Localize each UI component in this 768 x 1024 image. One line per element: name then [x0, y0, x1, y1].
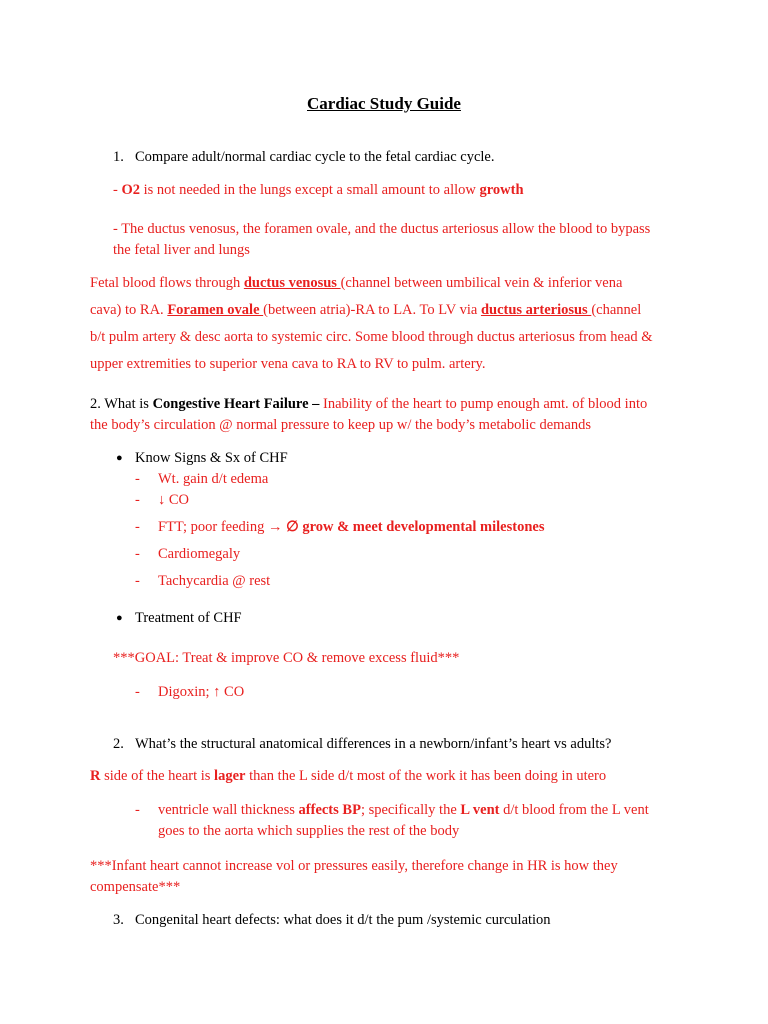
q1-answer-2-line2: the fetal liver and lungs — [113, 242, 250, 258]
q3-number: 2. — [113, 736, 124, 752]
signs-bullet: ● — [116, 452, 123, 464]
treatment-goal: ***GOAL: Treat & improve CO & remove excess fluid*** — [113, 650, 460, 666]
sign-dash: - — [135, 546, 140, 562]
q1-text: Compare adult/normal cardiac cycle to the fetal cardiac cycle. — [135, 149, 495, 165]
sign-item: FTT; poor feeding → ∅ grow & meet developmental milestones — [158, 519, 545, 535]
ventricle-line2: goes to the aorta which supplies the rest of the body — [158, 823, 460, 839]
q2-line2: the body’s circulation @ normal pressure to keep up w/ the body’s metabolic demands — [90, 417, 592, 433]
sign-dash: - — [135, 573, 140, 589]
treatment-dash: - — [135, 684, 140, 700]
infant-note-line1: ***Infant heart cannot increase vol or pressures easily, therefore change in HR is how they — [90, 858, 618, 874]
q4-number: 3. — [113, 912, 124, 928]
infant-note-line2: compensate*** — [90, 879, 181, 895]
q1-answer-1: - O2 is not needed in the lungs except a small amount to allow growth — [113, 182, 524, 198]
q2-line1: 2. What is Congestive Heart Failure – Inability of the heart to pump enough amt. of blood into — [90, 396, 648, 412]
ventricle-line1: ventricle wall thickness affects BP; specifically the L vent d/t blood from the L vent — [158, 802, 649, 818]
sign-item: Wt. gain d/t edema — [158, 471, 269, 487]
right-side-line: R side of the heart is lager than the L side d/t most of the work it has been doing in utero — [90, 768, 607, 784]
fetal-flow-line4: upper extremities to superior vena cava to RA to RV to pulm. artery. — [90, 356, 486, 372]
signs-heading: Know Signs & Sx of CHF — [135, 450, 288, 466]
sign-dash: - — [135, 471, 140, 487]
page-title: Cardiac Study Guide — [307, 94, 461, 113]
sign-item: Cardiomegaly — [158, 546, 241, 562]
treatment-item: Digoxin; ↑ CO — [158, 684, 245, 700]
fetal-flow-line3: b/t pulm artery & desc aorta to systemic circ. Some blood through ductus arteriosus from head & — [90, 329, 653, 345]
q1-number: 1. — [113, 149, 124, 165]
q3-text: What’s the structural anatomical differences in a newborn/infant’s heart vs adults? — [135, 736, 612, 752]
q4-text: Congenital heart defects: what does it d/t the pum /systemic curculation — [135, 912, 551, 928]
fetal-flow-line1: Fetal blood flows through ductus venosus (channel between umbilical vein & inferior vena — [90, 275, 623, 291]
fetal-flow-line2: cava) to RA. Foramen ovale (between atria)-RA to LA. To LV via ductus arteriosus (channel — [90, 302, 642, 318]
treatment-bullet: ● — [116, 612, 123, 624]
ventricle-dash: - — [135, 802, 140, 818]
q1-answer-2-line1: - The ductus venosus, the foramen ovale, and the ductus arteriosus allow the blood to bypass — [113, 221, 651, 237]
sign-item: Tachycardia @ rest — [158, 573, 271, 589]
sign-dash: - — [135, 519, 140, 535]
treatment-heading: Treatment of CHF — [135, 610, 242, 626]
sign-dash: - — [135, 492, 140, 508]
sign-item: ↓ CO — [158, 492, 190, 508]
